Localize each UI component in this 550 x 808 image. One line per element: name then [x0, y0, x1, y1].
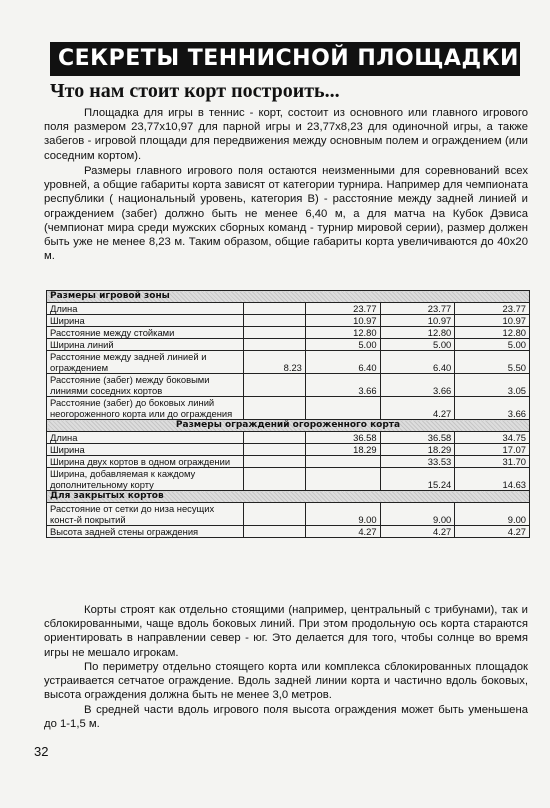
table-cell — [244, 397, 306, 420]
table-cell: 9.00 — [455, 503, 530, 526]
section-title: Размеры ограждений огороженного корта — [47, 420, 530, 432]
table-row — [47, 444, 530, 456]
table-cell: 23.77 — [305, 303, 380, 315]
table-cell: 36.58 — [305, 432, 380, 444]
table-cell: 23.77 — [455, 303, 530, 315]
table-cell: 5.50 — [455, 351, 530, 374]
table-cell: 5.00 — [305, 339, 380, 351]
section-title: Размеры игровой зоны — [47, 291, 530, 303]
closing-paragraph-3: В средней части вдоль игрового поля высота ограждения может быть уменьшена до 1-1,5 м. — [44, 704, 528, 731]
table-cell: 5.00 — [380, 339, 455, 351]
table-row — [47, 374, 530, 397]
section-title: Для закрытых кортов — [47, 491, 530, 503]
table-cell — [244, 327, 306, 339]
table-cell: 10.97 — [305, 315, 380, 327]
table-cell — [244, 374, 306, 397]
table-cell: 12.80 — [380, 327, 455, 339]
table-cell: 14.63 — [455, 468, 530, 491]
table-row — [47, 397, 530, 420]
table-cell: 31.70 — [455, 456, 530, 468]
section-banner: СЕКРЕТЫ ТЕННИСНОЙ ПЛОЩАДКИ — [50, 42, 520, 76]
table-cell — [244, 526, 306, 538]
table-cell: 4.27 — [455, 526, 530, 538]
table-row — [47, 503, 530, 526]
row-label: Ширина, добавляемая к каждому дополнительному корту — [47, 468, 244, 491]
table-cell: 10.97 — [455, 315, 530, 327]
table-cell: 36.58 — [380, 432, 455, 444]
intro-paragraph-2: Размеры главного игрового поля остаются неизменными для соревнований всех уровней, а общие габариты корта зависят от категории турнира. Например для чемпионата республики ( национальный уровень, категория В) - расстояние между задней линией и ограждением (забег) должно быть не менее 6,40 м, а для матча на Кубок Дэвиса (чемпионат мира среди мужских сборных команд - турнир мировой серии), размер должен быть уже не менее 8,23 м. Таким образом, общие габариты корта увеличиваются до 40х20 м. — [44, 165, 528, 263]
table-row — [47, 456, 530, 468]
table-row — [47, 315, 530, 327]
table-cell: 3.66 — [380, 374, 455, 397]
table-section-header — [47, 491, 530, 503]
table-row — [47, 327, 530, 339]
table-cell: 15.24 — [380, 468, 455, 491]
table-cell — [305, 397, 380, 420]
table-cell — [244, 303, 306, 315]
row-label: Длина — [47, 303, 244, 315]
table-cell: 10.97 — [380, 315, 455, 327]
table-cell: 3.66 — [305, 374, 380, 397]
row-label: Ширина — [47, 315, 244, 327]
row-label: Высота задней стены ограждения — [47, 526, 244, 538]
table-row — [47, 303, 530, 315]
table-cell: 5.00 — [455, 339, 530, 351]
table-section-header — [47, 420, 530, 432]
row-label: Ширина линий — [47, 339, 244, 351]
table-cell: 12.80 — [305, 327, 380, 339]
table-cell: 18.29 — [380, 444, 455, 456]
row-label: Расстояние от сетки до низа несущих конст-й покрытий — [47, 503, 244, 526]
table-cell: 12.80 — [455, 327, 530, 339]
table-cell: 34.75 — [455, 432, 530, 444]
table-section-header — [47, 291, 530, 303]
row-label: Ширина — [47, 444, 244, 456]
table-cell: 4.27 — [305, 526, 380, 538]
table-cell — [305, 468, 380, 491]
table-cell: 4.27 — [380, 397, 455, 420]
table-row — [47, 432, 530, 444]
table-cell: 8.23 — [244, 351, 306, 374]
closing-paragraph-1: Корты строят как отдельно стоящими (например, центральный с трибунами), так и сблокированными, чаще вдоль боковых линий. При этом продольную ось корта стараются ориентировать в направлении север - юг. Это делается для того, чтобы солнце во время игры не мешало игрокам. — [44, 604, 528, 659]
row-label: Длина — [47, 432, 244, 444]
table-cell: 6.40 — [380, 351, 455, 374]
table-cell — [305, 456, 380, 468]
table-cell: 4.27 — [380, 526, 455, 538]
table-cell — [244, 456, 306, 468]
closing-paragraph-2: По периметру отдельно стоящего корта или комплекса сблокированных площадок устраивается сетчатое ограждение. Вдоль задней линии корта и частично вдоль боковых, высота ограждения должна быть не менее 3,0 метров. — [44, 661, 528, 702]
table-cell — [244, 503, 306, 526]
table-cell: 3.66 — [455, 397, 530, 420]
row-label: Расстояние (забег) между боковыми линиями соседних кортов — [47, 374, 244, 397]
table-cell: 9.00 — [380, 503, 455, 526]
table-row — [47, 526, 530, 538]
table-cell: 9.00 — [305, 503, 380, 526]
row-label: Расстояние (забег) до боковых линий неогороженного корта или до ограждения — [47, 397, 244, 420]
table-cell: 3.05 — [455, 374, 530, 397]
intro-paragraph-1: Площадка для игры в теннис - корт, состоит из основного или главного игрового поля размером 23,77х10,97 для парной игры и 23,77х8,23 для одиночной игры, а также забегов - игровой площади для передвижения между основным полем и ограждением (или соседним кортом). — [44, 107, 528, 162]
table-cell: 33.53 — [380, 456, 455, 468]
table-row — [47, 351, 530, 374]
table-cell — [244, 468, 306, 491]
article-subheading: Что нам стоит корт построить... — [50, 80, 340, 102]
table-cell: 17.07 — [455, 444, 530, 456]
page-number: 32 — [34, 744, 49, 759]
table-cell — [244, 339, 306, 351]
table-cell — [244, 315, 306, 327]
table-row — [47, 339, 530, 351]
table-cell: 6.40 — [305, 351, 380, 374]
table-cell — [244, 432, 306, 444]
table-cell — [244, 444, 306, 456]
row-label: Ширина двух кортов в одном ограждении — [47, 456, 244, 468]
row-label: Расстояние между стойками — [47, 327, 244, 339]
court-dimensions-table — [46, 290, 530, 538]
table-cell: 23.77 — [380, 303, 455, 315]
table-row — [47, 468, 530, 491]
row-label: Расстояние между задней линией и ограждением — [47, 351, 244, 374]
table-cell: 18.29 — [305, 444, 380, 456]
